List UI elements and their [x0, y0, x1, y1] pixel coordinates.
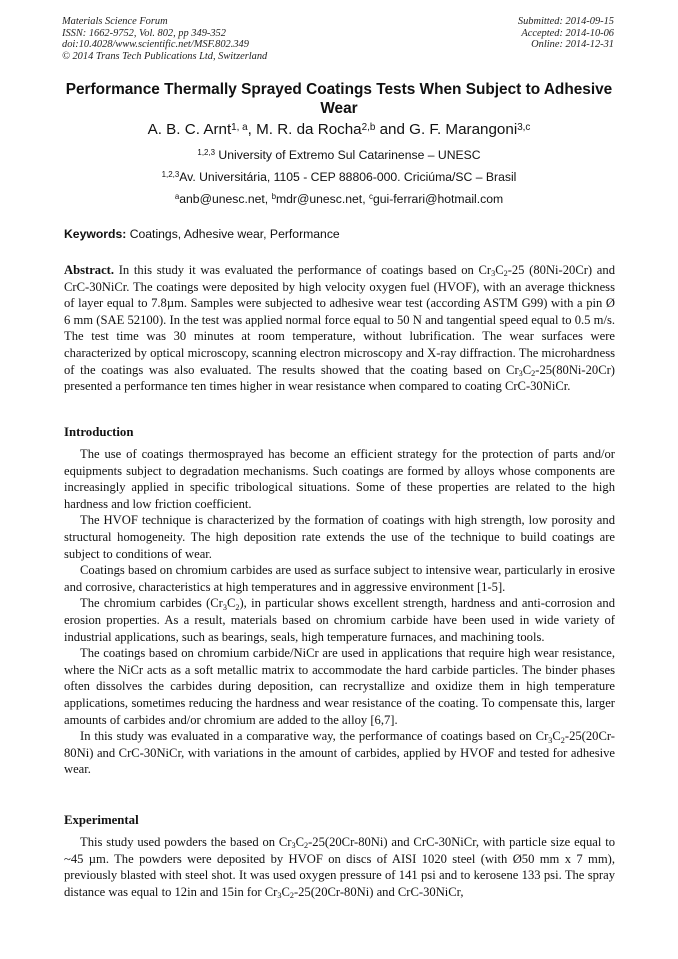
abstract-text: -25(80Ni-20Cr) presented a performance ten times higher in wear resistance when compared to coating CrC-30NiCr.	[64, 362, 615, 394]
publication-dates	[518, 16, 614, 51]
paragraph-text: C	[295, 835, 304, 849]
affiliation-text: Av. Universitária, 1105 - CEP 88806-000. Criciúma/SC – Brasil	[179, 170, 517, 184]
abstract	[64, 262, 615, 395]
email-link[interactable]: anb@unesc.net	[179, 192, 265, 206]
abstract-text: In this study it was evaluated the performance of coatings based on Cr	[114, 263, 492, 277]
author-affiliation-mark: 3,c	[517, 121, 531, 133]
subscript: 3	[277, 891, 282, 901]
affiliation-address	[60, 170, 618, 185]
paragraph: The HVOF technique is characterized by the formation of coatings with high strength, low porosity and structural homogeneity. The high deposition rate extends the use of the technique to build coatings are subject to conditions of wear.	[64, 513, 615, 561]
accepted-date: Accepted: 2014-10-06	[521, 27, 614, 39]
abstract-text: C	[495, 263, 504, 277]
author-emails	[60, 192, 618, 207]
abstract-label: Abstract.	[64, 263, 115, 277]
subscript: 3	[518, 369, 523, 379]
abstract-text: -25 (80Ni-20Cr) and CrC-30NiCr. The coatings were deposited by high velocity oxygen fuel (HVOF), with an average thickness of layer equal to 7.8µm. Samples were subjected to adhesive wear test (according ASTM G99) with a pin Ø 6 mm (SAE 52100). In the test was applied normal force equal to 50 N and tangential speed equal to 0.5 m/s. The test time was 30 minutes at room temperature, without lubrification. The wear surfaces were characterized by optical microscopy, scanning electron microscopy and X-ray diffraction. The microhardness of the coatings was also evaluated. The results showed that the coating based on Cr	[64, 263, 615, 377]
affiliation-university	[60, 148, 618, 163]
introduction-heading: Introduction	[64, 425, 134, 439]
introduction-section	[64, 446, 615, 778]
email-separator: ,	[362, 192, 369, 206]
subscript: 3	[491, 269, 496, 279]
abstract-text: C	[522, 362, 532, 377]
journal-info	[62, 16, 267, 62]
author-name: M. R. da Rocha	[256, 121, 362, 138]
subscript: 3	[291, 841, 296, 851]
author-separator: ,	[247, 121, 257, 138]
email-link[interactable]: gui-ferrari@hotmail.com	[372, 192, 504, 206]
subscript: 2	[235, 602, 240, 612]
affiliation-mark: 1,2,3	[197, 148, 216, 158]
author-name: A. B. C. Arnt	[147, 121, 232, 138]
paragraph-text: C	[281, 884, 290, 899]
subscript: 2	[289, 891, 294, 901]
copyright-line: © 2014 Trans Tech Publications Ltd, Switzerland	[62, 50, 268, 62]
issn-line: ISSN: 1662-9752, Vol. 802, pp 349-352	[62, 27, 226, 39]
paragraph-text: In this study was evaluated in a comparative way, the performance of coatings based on Cr	[80, 729, 549, 744]
subscript: 2	[560, 735, 565, 745]
paragraph-text: ), in particular shows excellent strength, hardness and anti-corrosion and erosion properties. As a result, materials based on chromium carbide have been used in wide variety of industrial applications, such as bearings, seals, high temperature furnaces, and machining tools.	[64, 596, 615, 644]
paragraph-text: The chromium carbides (Cr	[80, 596, 223, 611]
journal-name: Materials Science Forum	[62, 16, 168, 27]
experimental-section	[64, 834, 615, 900]
keywords	[64, 227, 616, 242]
paragraph	[64, 595, 615, 645]
paragraph-text: C	[552, 729, 561, 744]
paragraph-text: This study used powders the based on Cr	[80, 835, 292, 849]
keywords-text: Coatings, Adhesive wear, Performance	[126, 227, 340, 241]
affiliation-mark: 1,2,3	[161, 170, 180, 180]
doi-line[interactable]: doi:10.4028/www.scientific.net/MSF.802.349	[62, 39, 249, 51]
paragraph-text: -25(20Cr-80Ni) and CrC-30NiCr, with variations in the amount of carbides, applied by HVOF and tested for adhesive wear.	[64, 729, 615, 777]
paragraph-text: C	[226, 596, 236, 611]
email-separator: ,	[264, 192, 272, 206]
paragraph	[64, 834, 615, 900]
keywords-label: Keywords:	[64, 227, 127, 241]
subscript: 3	[222, 602, 227, 612]
author-name: G. F. Marangoni	[409, 121, 518, 138]
email-mark: c	[368, 192, 373, 202]
online-date: Online: 2014-12-31	[531, 39, 614, 51]
subscript: 2	[304, 841, 309, 851]
paragraph: The use of coatings thermosprayed has become an efficient strategy for the protection of parts and/or equipments subject to degradation mechanisms. Such coatings are formed by alloys whose components are increasingly applied in specific tribological situations. Some of these properties are related to the high hardness and low friction coefficient.	[64, 447, 615, 511]
paper-title: Performance Thermally Sprayed Coatings Tests When Subject to Adhesive Wear	[65, 81, 613, 117]
affiliation-text: University of Extremo Sul Catarinense – UNESC	[215, 148, 481, 162]
submitted-date: Submitted: 2014-09-15	[517, 16, 614, 27]
author-affiliation-mark: 2,b	[361, 121, 376, 133]
paragraph	[64, 728, 615, 778]
author-affiliation-mark: 1, a	[231, 121, 248, 133]
experimental-heading: Experimental	[64, 813, 139, 827]
email-link[interactable]: mdr@unesc.net	[275, 192, 363, 206]
subscript: 2	[503, 269, 508, 279]
paragraph-text: -25(20Cr-80Ni) and CrC-30NiCr,	[293, 884, 464, 899]
paragraph: Coatings based on chromium carbides are used as surface subject to intensive wear, particularly in erosive and corrosive, characteristics at high temperatures and in aggressive environment [1-5].	[64, 563, 615, 594]
paragraph: The coatings based on chromium carbide/NiCr are used in applications that require high wear resistance, where the NiCr acts as a soft metallic matrix to accommodate the hard carbide particles. The binder phases often dissolves the carbides during deposition, can recrystallize and oxidize them in high temperature applications, sometimes reducing the hardness and wear resistance of the coating. To compensate this, larger amounts of carbides and/or chromium are added to the alloy [6,7].	[64, 646, 615, 727]
author-list	[60, 121, 618, 139]
subscript: 2	[531, 369, 536, 379]
email-mark: a	[174, 192, 180, 202]
email-mark: b	[271, 192, 276, 202]
paragraph-text: -25(20Cr-80Ni) and CrC-30NiCr, with particle size equal to ~45 µm. The powders were deposited by HVOF on discs of AISI 1020 steel (with Ø50 mm x 7 mm), previously blasted with steel shot. It was used oxygen pressure of 141 psi and to kerosene 133 psi. The spray distance was equal to 12in and 15in for Cr	[64, 835, 615, 899]
author-separator: and	[375, 121, 410, 138]
subscript: 3	[548, 735, 553, 745]
